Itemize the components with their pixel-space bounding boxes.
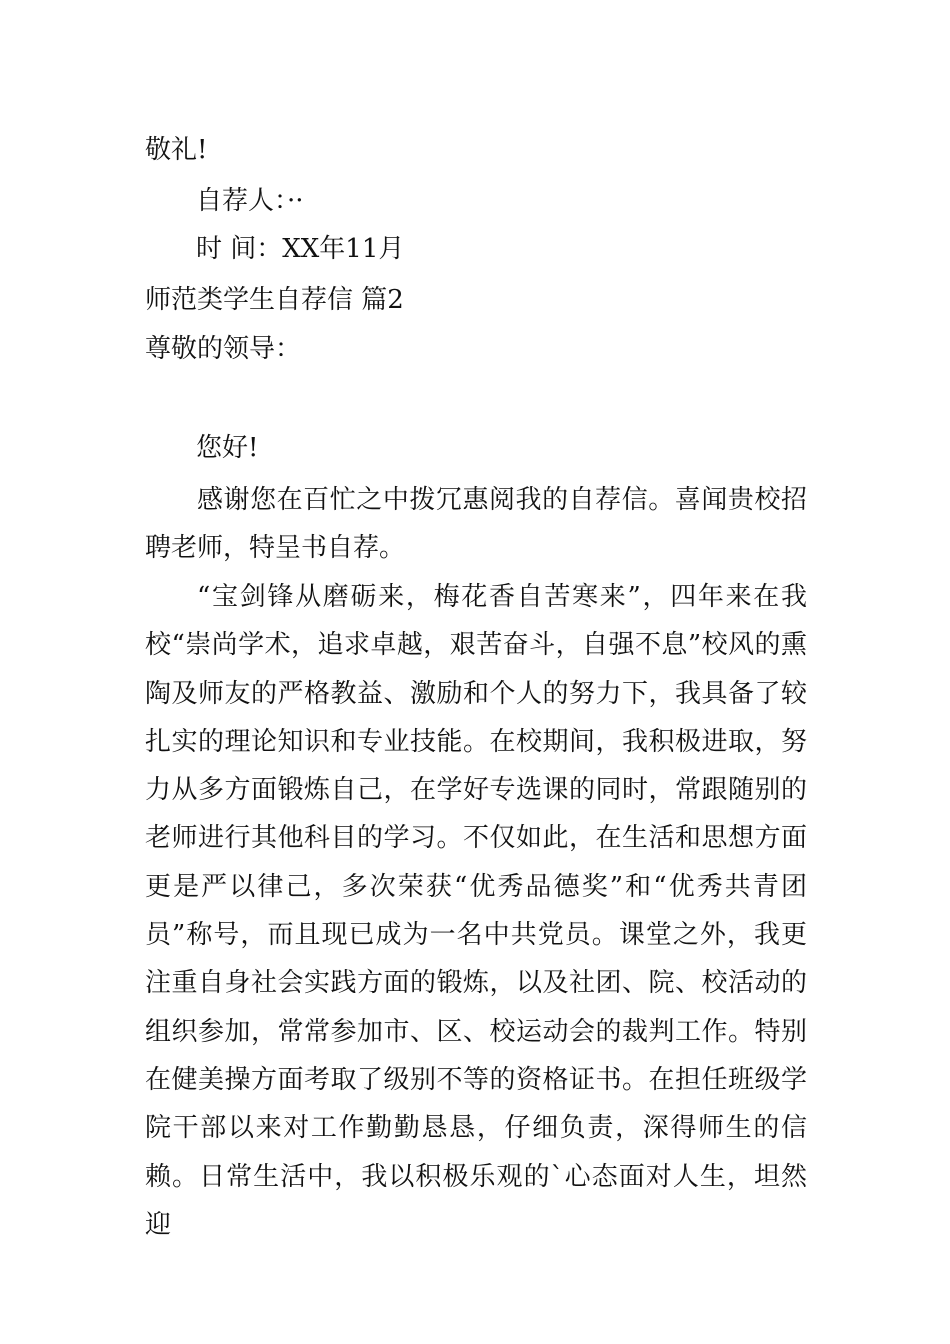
paragraph-intro: 感谢您在百忙之中拨冗惠阅我的自荐信。喜闻贵校招聘老师，特呈书自荐。 [145, 485, 807, 564]
date-line: 时 间：XX年11月 [196, 234, 405, 264]
paragraph-body: “宝剑锋从磨砺来，梅花香自苦寒来”，四年来在我校“崇尚学术，追求卓越，艰苦奋斗，自强不息”校风的熏陶及师友的严格教益、激励和个人的努力下，我具备了较扎实的理论知识和专业技能。在校期间，我积极进取，努力从多方面锻炼自己，在学好专选课的同时，常跟随别的老师进行其他科目的学习。不仅如此，在生活和思想方面更是严以律己，多次荣获“优秀品德奖”和“优秀共青团员”称号，而且现已成为一名中共党员。课堂之外，我更注重自身社会实践方面的锻炼，以及社团、院、校活动的组织参加，常常参加市、区、校运动会的裁判工作。特别在健美操方面考取了级别不等的资格证书。在担任班级学院干部以来对工作勤勤恳恳，仔细负责，深得师生的信赖。日常生活中，我以积极乐观的`心态面对人生，坦然迎 [145, 582, 807, 1240]
closing-salute: 敬礼! [145, 135, 208, 165]
section-heading: 师范类学生自荐信 篇2 [145, 285, 404, 315]
greeting: 您好! [196, 433, 259, 463]
signer-line: 自荐人：·· [196, 186, 304, 216]
salutation: 尊敬的领导： [145, 334, 302, 364]
